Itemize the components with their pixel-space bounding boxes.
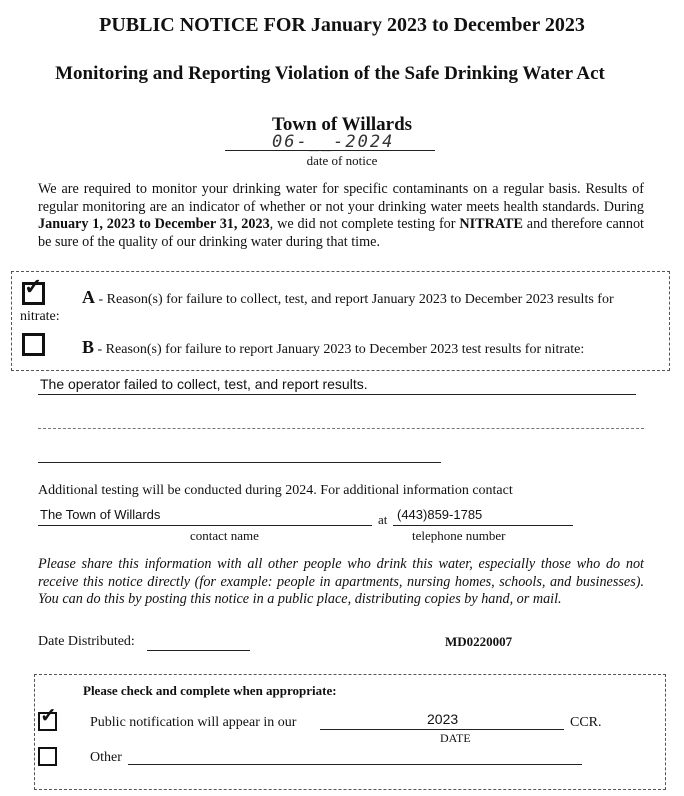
- intro-during: During: [603, 198, 644, 215]
- option-a-text: - Reason(s) for failure to collect, test, and report January 2023 to December 2023 results for: [95, 292, 614, 307]
- date-label: date of notice: [306, 153, 378, 168]
- contact-phone-label: telephone number: [412, 528, 506, 543]
- option-b-checkbox[interactable]: [22, 333, 45, 356]
- explanation-line-1: [38, 394, 636, 395]
- contact-phone-line: [393, 525, 573, 526]
- date-handwritten: 06-__-2024: [272, 132, 395, 152]
- contact-name[interactable]: The Town of Willards: [40, 507, 161, 522]
- option-b-text: - Reason(s) for failure to report January 2023 to December 2023 test results for nitrate:: [94, 342, 585, 357]
- intro-contaminant: NITRATE: [459, 216, 523, 232]
- contact-name-line: [38, 525, 372, 526]
- other-line[interactable]: [128, 764, 582, 765]
- share-paragraph: Please share this information with all other people who drink this water, especially those who do not receive this notice directly (for example: people in apartments, nursing homes, schools, and businesses). You can do this by posting this notice in a public place, distributing copies by hand, or mail.: [38, 556, 644, 607]
- appropriate-heading: Please check and complete when appropriate:: [83, 683, 337, 698]
- intro-line1: We are required to monitor your drinking water for specific contaminants on a regular basis. Results of regular monitoring are an indicator of whether or not your drinking water meets health standards.: [38, 181, 644, 215]
- reason-explanation[interactable]: The operator failed to collect, test, and report results.: [40, 376, 368, 392]
- check-mark-icon: ✓: [24, 274, 43, 299]
- ccr-year[interactable]: 2023: [427, 711, 459, 727]
- system-id: MD0220007: [445, 634, 513, 649]
- intro-mid: , we did not complete testing for: [269, 216, 456, 232]
- option-a-label: [82, 287, 614, 308]
- town-name: Town of Willards: [271, 114, 413, 135]
- intro-paragraph: [38, 181, 644, 251]
- date-line: [225, 150, 435, 151]
- contact-intro: Additional testing will be conducted during 2024. For additional information contact: [38, 483, 513, 498]
- option-a-letter: A: [82, 287, 95, 307]
- other-checkbox[interactable]: [38, 747, 57, 766]
- intro-end: and therefore cannot be sure of the quality of our drinking water during that time.: [38, 216, 644, 250]
- intro-period: January 1, 2023 to December 31, 2023: [38, 216, 270, 232]
- notice-title: PUBLIC NOTICE FOR January 2023 to December 2023: [99, 14, 585, 36]
- check-mark-icon: ✓: [40, 705, 57, 727]
- public-notification-text: Public notification will appear in our: [90, 715, 297, 730]
- ccr-year-line: [320, 729, 564, 730]
- notice-subtitle: Monitoring and Reporting Violation of the Safe Drinking Water Act: [55, 63, 605, 84]
- date-distributed-label: Date Distributed:: [38, 634, 135, 649]
- contact-phone[interactable]: (443)859-1785: [397, 507, 483, 522]
- option-b-label: [82, 337, 584, 358]
- contact-at: at: [378, 512, 388, 527]
- option-b-letter: B: [82, 337, 95, 357]
- other-label: Other: [90, 750, 122, 765]
- explanation-line-2[interactable]: [38, 428, 644, 429]
- contact-name-label: contact name: [190, 528, 259, 543]
- ccr-suffix: CCR.: [570, 715, 602, 730]
- ccr-date-label: DATE: [440, 731, 471, 745]
- explanation-line-3[interactable]: [38, 462, 441, 463]
- option-a-wrap: nitrate:: [20, 309, 60, 324]
- date-distributed-line[interactable]: [147, 650, 250, 651]
